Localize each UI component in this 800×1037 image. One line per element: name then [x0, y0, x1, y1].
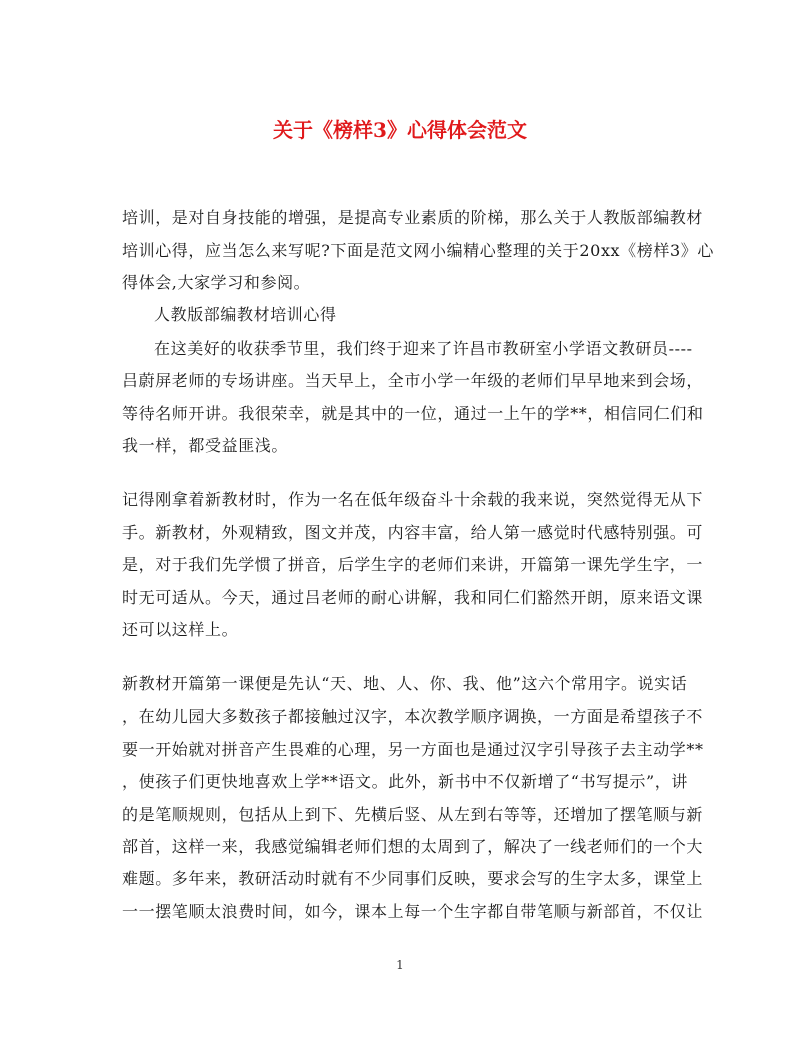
paragraph-line: 是，对于我们先学惯了拼音，后学生字的老师们来讲，开篇第一课先学生字，一 [122, 555, 704, 574]
paragraph-line: ，使孩子们更快地喜欢上学**语文。此外，新书中不仅新增了“书写提示”，讲 [122, 772, 688, 791]
document-title: 关于《榜样3》心得体会范文 [273, 118, 527, 142]
paragraph-line: 新教材开篇第一课便是先认“天、地、人、你、我、他”这六个常用字。说实话 [122, 674, 688, 693]
paragraph-line: 培训心得，应当怎么来写呢?下面是范文网小编精心整理的关于20xx《榜样3》心 [122, 241, 714, 260]
paragraph-line: 吕蔚屏老师的专场讲座。当天早上，全市小学一年级的老师们早早地来到会场， [122, 371, 704, 390]
paragraph-line: 还可以这样上。 [122, 620, 239, 639]
paragraph-line: 我一样，都受益匪浅。 [122, 436, 289, 455]
paragraph-line: 的是笔顺规则，包括从上到下、先横后竖、从左到右等等，还增加了摆笔顺与新 [122, 805, 704, 824]
paragraph-line: 在这美好的收获季节里，我们终于迎来了许昌市教研室小学语文教研员---- [154, 339, 693, 358]
paragraph-line: 难题。多年来，教研活动时就有不少同事们反映，要求会写的生字太多，课堂上 [122, 869, 704, 888]
paragraph-line: 时无可适从。今天，通过吕老师的耐心讲解，我和同仁们豁然开朗，原来语文课 [122, 588, 704, 607]
paragraph-line: 手。新教材，外观精致，图文并茂，内容丰富，给人第一感觉时代感特别强。可 [122, 523, 704, 542]
paragraph-line: 得体会,大家学习和参阅。 [122, 273, 311, 292]
paragraph-line: 记得刚拿着新教材时，作为一名在低年级奋斗十余载的我来说，突然觉得无从下 [122, 490, 704, 509]
page-number: 1 [396, 958, 404, 972]
paragraph-line: 培训，是对自身技能的增强，是提高专业素质的阶梯，那么关于人教版部编教材 [122, 208, 704, 227]
paragraph-line: 一一摆笔顺太浪费时间，如今，课本上每一个生字都自带笔顺与新部首，不仅让 [122, 902, 704, 921]
paragraph-line: 部首，这样一来，我感觉编辑老师们想的太周到了，解决了一线老师们的一个大 [122, 837, 704, 856]
section-heading: 人教版部编教材培训心得 [154, 305, 337, 324]
paragraph-line: ，在幼儿园大多数孩子都接触过汉字，本次教学顺序调换，一方面是希望孩子不 [122, 707, 704, 726]
paragraph-line: 等待名师开讲。我很荣幸，就是其中的一位，通过一上午的学**，相信同仁们和 [122, 404, 704, 423]
paragraph-line: 要一开始就对拼音产生畏难的心理，另一方面也是通过汉字引导孩子去主动学** [122, 740, 704, 759]
